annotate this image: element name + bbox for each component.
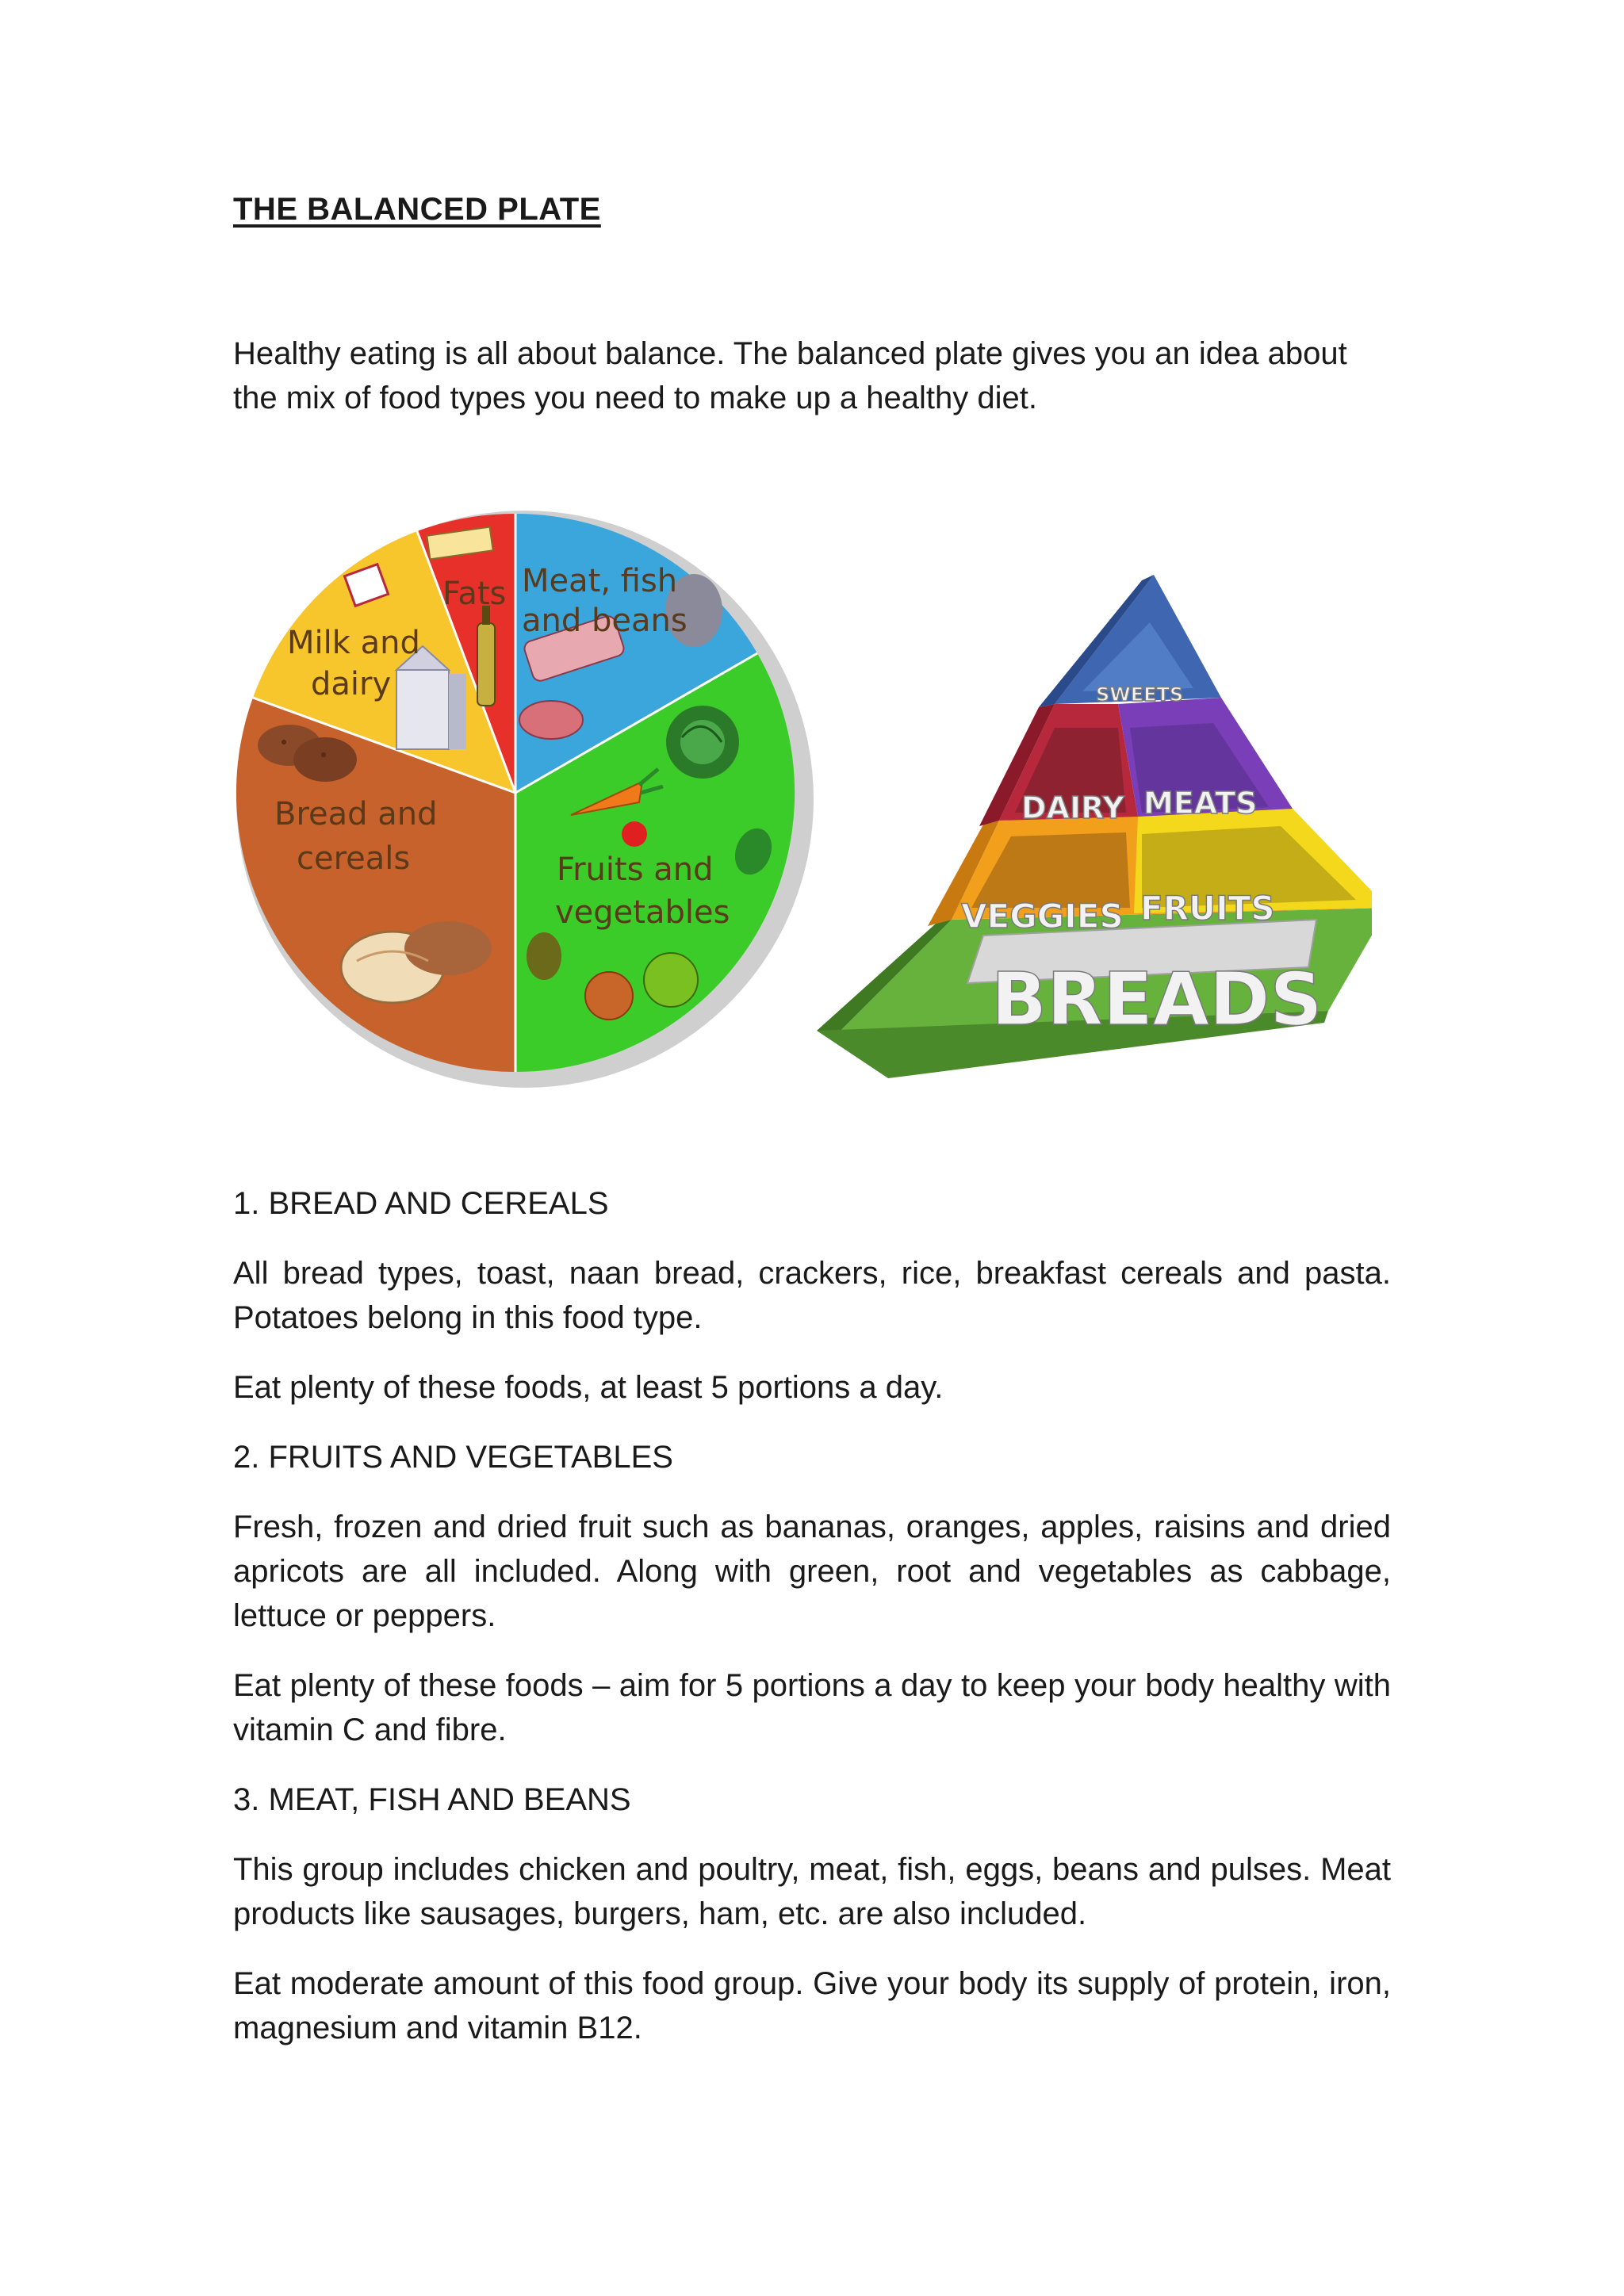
balanced-plate-illustration [236,511,814,1088]
label-fruits: FRUITS [1140,889,1275,928]
label-veggies: VEGGIES [961,897,1124,936]
cabbage-icon [666,706,739,779]
label-fats: Fats [442,576,507,612]
intro-paragraph: Healthy eating is all about balance. The balanced plate gives you an idea about the mix of food types you need to make up a healthy diet. [233,336,1347,415]
label-fruit-line1: Fruits and [557,851,714,888]
label-bread-line2: cereals [297,840,411,877]
section-heading: 1. BREAD AND CEREALS [233,1186,609,1221]
section-paragraph: Fresh, frozen and dried fruit such as bananas, oranges, apples, raisins and dried apricots are all included. Along with green, root and vegetables as cabbage, lettuce or peppers. [233,1510,1391,1633]
food-group-sections [233,1181,1391,2076]
label-milk-line1: Milk and [287,625,420,661]
section-heading: 3. MEAT, FISH AND BEANS [233,1782,631,1817]
section-paragraph: All bread types, toast, naan bread, crackers, rice, breakfast cereals and pasta. Potatoes belong in this food type. [233,1256,1391,1335]
label-sweets: SWEETS [1096,683,1184,706]
orange-icon [585,972,633,1020]
label-fruit-line2: vegetables [555,894,730,931]
section-bread-cereals [233,1181,1391,1410]
page-title: THE BALANCED PLATE [233,192,601,227]
section-paragraph: Eat plenty of these foods, at least 5 portions a day. [233,1370,944,1405]
tomato-icon [622,821,647,847]
label-meats: MEATS [1143,786,1258,821]
apple-icon [644,953,698,1007]
label-bread-line1: Bread and [274,796,438,832]
section-fruits-vegetables [233,1435,1391,1752]
section-paragraph: Eat plenty of these foods – aim for 5 portions a day to keep your body healthy with vitamin C and fibre. [233,1668,1391,1747]
label-meat-line2: and beans [522,603,688,639]
label-meat-line1: Meat, fish [522,563,678,599]
food-figure [230,507,1372,1094]
label-dairy: DAIRY [1021,790,1124,825]
label-breads: BREADS [991,957,1323,1042]
section-paragraph: This group includes chicken and poultry, meat, fish, eggs, beans and pulses. Meat products like sausages, burgers, ham, etc. are also included. [233,1852,1391,1931]
food-illustrations [230,507,1372,1094]
pear-icon [527,932,561,980]
label-milk-line2: dairy [311,666,392,702]
section-heading: 2. FRUITS AND VEGETABLES [233,1440,673,1475]
section-paragraph: Eat moderate amount of this food group. Give your body its supply of protein, iron, magnesium and vitamin B12. [233,1966,1391,2045]
section-meat-fish-beans [233,1777,1391,2050]
food-pyramid-illustration [817,575,1372,1078]
